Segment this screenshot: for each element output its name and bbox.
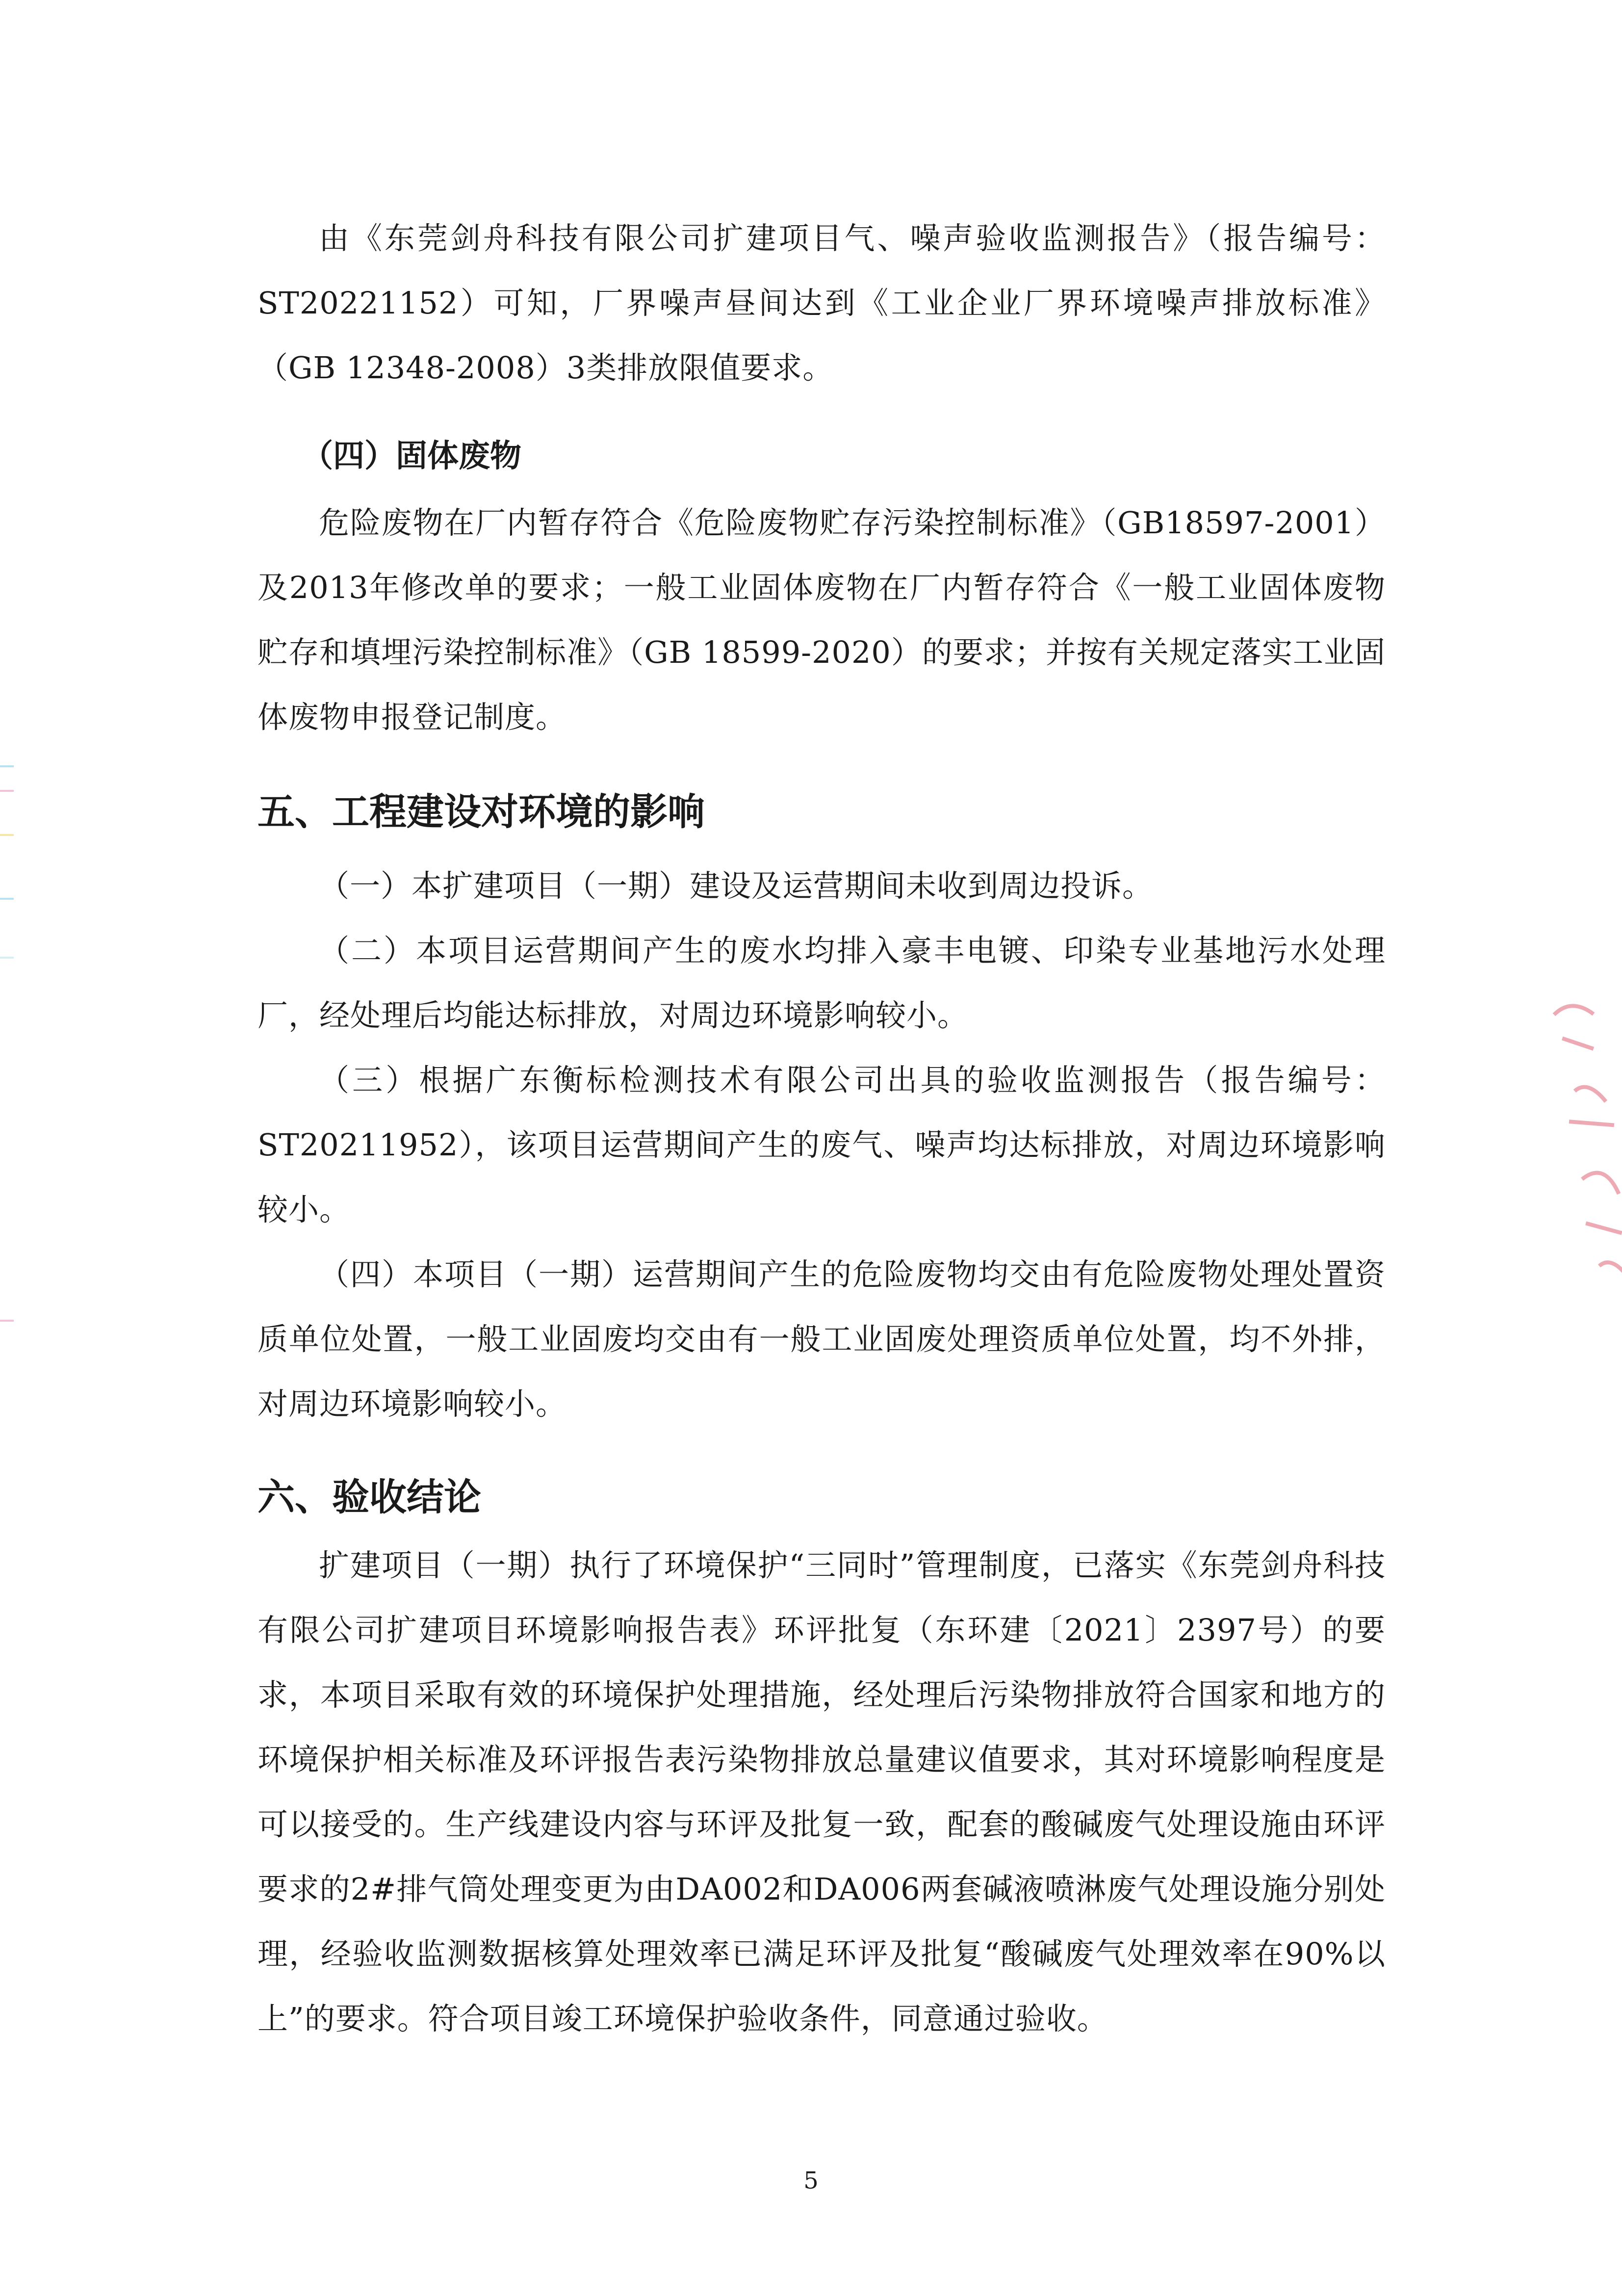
section5-item-3: （三）根据广东衡标检测技术有限公司出具的验收监测报告（报告编号：ST20211952），该项目运营期间产生的废气、噪声均达标排放，对周边环境影响较小。 (257, 1062, 1386, 1227)
solid-waste-paragraph: 危险废物在厂内暂存符合《危险废物贮存污染控制标准》（GB18597-2001）及2013年修改单的要求；一般工业固体废物在厂内暂存符合《一般工业固体废物贮存和填埋污染控制标准》（GB 18599-2020）的要求；并按有关规定落实工业固体废物申报登记制度。 (257, 505, 1386, 735)
section5-heading: 五、工程建设对环境的影响 (257, 790, 705, 834)
scan-edge-mark (0, 957, 14, 959)
section5-item-2: （二）本项目运营期间产生的废水均排入豪丰电镀、印染专业基地污水处理厂，经处理后均能达标排放，对周边环境影响较小。 (257, 933, 1386, 1033)
seal-icon (1542, 989, 1622, 1307)
section5-item-4: （四）本项目（一期）运营期间产生的危险废物均交由有危险废物处理处置资质单位处置，一般工业固废均交由有一般工业固废处理资质单位处置，均不外排，对周边环境影响较小。 (257, 1256, 1386, 1422)
seal-stamp-fragment (1542, 989, 1622, 1307)
scan-edge-mark (0, 1320, 14, 1322)
section5-item-1: （一）本扩建项目（一期）建设及运营期间未收到周边投诉。 (319, 868, 1154, 904)
scan-edge-mark (0, 790, 14, 792)
noise-result-paragraph: 由《东莞剑舟科技有限公司扩建项目气、噪声验收监测报告》（报告编号：ST20221152）可知，厂界噪声昼间达到《工业企业厂界环境噪声排放标准》（GB 12348-2008）3类排放限值要求。 (257, 220, 1386, 386)
scan-edge-mark (0, 898, 14, 900)
scan-edge-mark (0, 834, 14, 836)
solid-waste-heading: （四）固体废物 (302, 438, 521, 474)
conclusion-paragraph: 扩建项目（一期）执行了环境保护“三同时”管理制度，已落实《东莞剑舟科技有限公司扩建项目环境影响报告表》环评批复（东环建〔2021〕2397号）的要求，本项目采取有效的环境保护处理措施，经处理后污染物排放符合国家和地方的环境保护相关标准及环评报告表污染物排放总量建议值要求，其对环境影响程度是可以接受的。生产线建设内容与环评及批复一致，配套的酸碱废气处理设施由环评要求的2#排气筒处理变更为由DA002和DA006两套碱液喷淋废气处理设施分别处理，经验收监测数据核算处理效率已满足环评及批复“酸碱废气处理效率在90%以上”的要求。符合项目竣工环境保护验收条件，同意通过验收。 (257, 1547, 1386, 2036)
scan-edge-mark (0, 765, 14, 767)
section6-heading: 六、验收结论 (257, 1475, 481, 1519)
page-number: 5 (803, 2167, 819, 2194)
